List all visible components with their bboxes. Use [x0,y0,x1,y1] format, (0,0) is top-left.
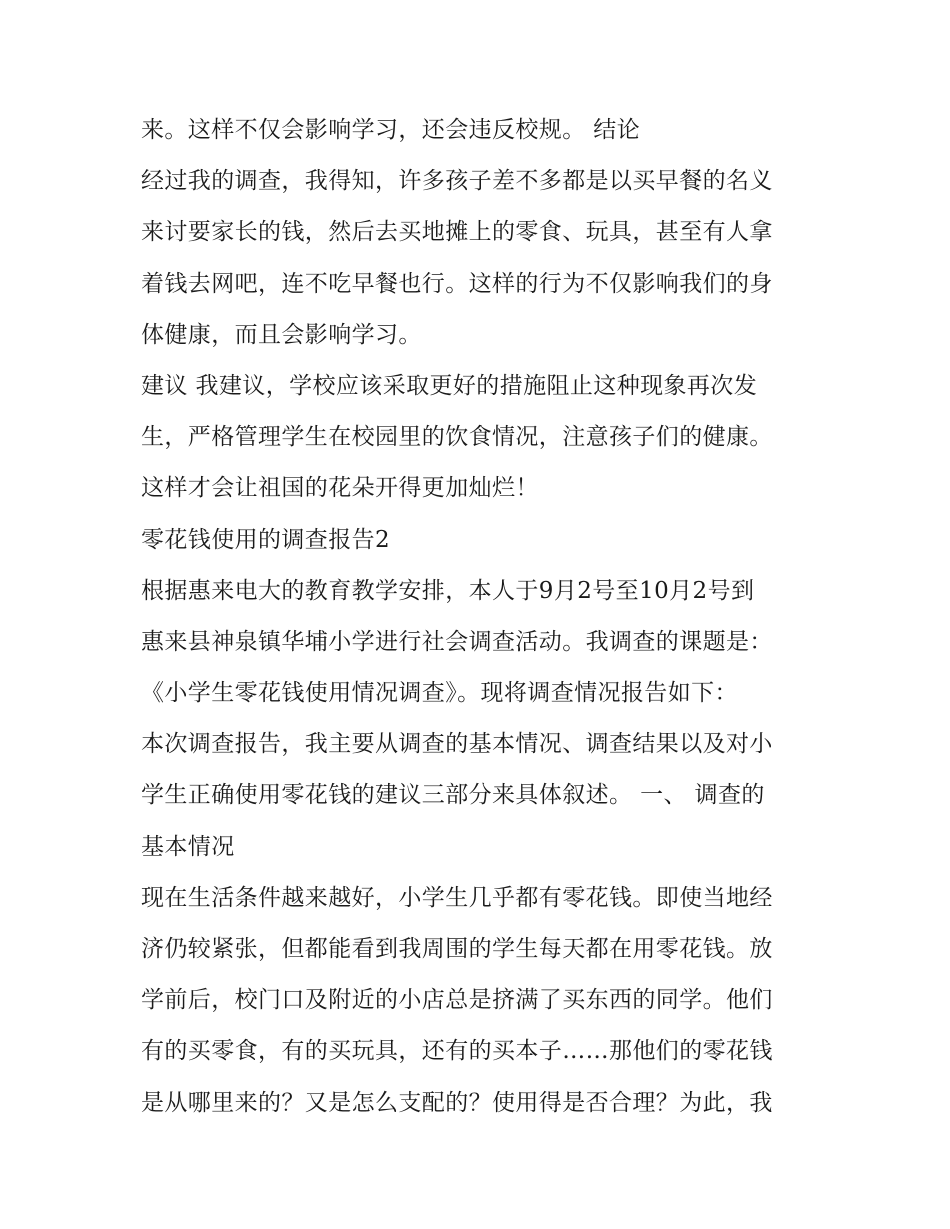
text-line: 经过我的调查，我得知，许多孩子差不多都是以买早餐的名义 [141,168,773,195]
text-line: 着钱去网吧，连不吃早餐也行。这样的行为不仅影响我们的身 [141,270,773,297]
text-line: 是从哪里来的？又是怎么支配的？使用得是否合理？为此，我 [141,1089,773,1116]
document-body [141,111,821,1135]
text-line: 学生正确使用零花钱的建议三部分来具体叙述。 一、 调查的 [141,782,765,809]
text-line: 济仍较紧张，但都能看到我周围的学生每天都在用零花钱。放 [141,936,773,962]
text-line: 有的买零食，有的买玩具，还有的买本子……那他们的零花钱 [141,1038,773,1065]
text-line: 现在生活条件越来越好，小学生几乎都有零花钱。即使当地经 [141,884,773,911]
section-heading: 零花钱使用的调查报告2 [141,526,391,553]
text-line: 生，严格管理学生在校园里的饮食情况，注意孩子们的健康。 [141,424,773,451]
text-line: 基本情况 [141,833,235,860]
text-line: 《小学生零花钱使用情况调查》。现将调查情况报告如下： [141,680,738,707]
text-line: 体健康，而且会影响学习。 [141,321,422,348]
text-line: 本次调查报告，我主要从调查的基本情况、调查结果以及对小 [141,731,773,758]
text-line: 来讨要家长的钱，然后去买地摊上的零食、玩具，甚至有人拿 [141,219,773,246]
text-line: 惠来县神泉镇华埔小学进行社会调查活动。我调查的课题是： [141,628,773,655]
text-line: 学前后，校门口及附近的小店总是挤满了买东西的同学。他们 [141,987,773,1014]
text-line: 根据惠来电大的教育教学安排，本人于9月2号至10月2号到 [141,577,755,604]
text-line: 来。这样不仅会影响学习，还会违反校规。 结论 [141,117,641,143]
text-line: 这样才会让祖国的花朵开得更加灿烂！ [141,475,539,502]
text-line: 建议 我建议，学校应该采取更好的措施阻止这种现象再次发 [141,372,758,399]
